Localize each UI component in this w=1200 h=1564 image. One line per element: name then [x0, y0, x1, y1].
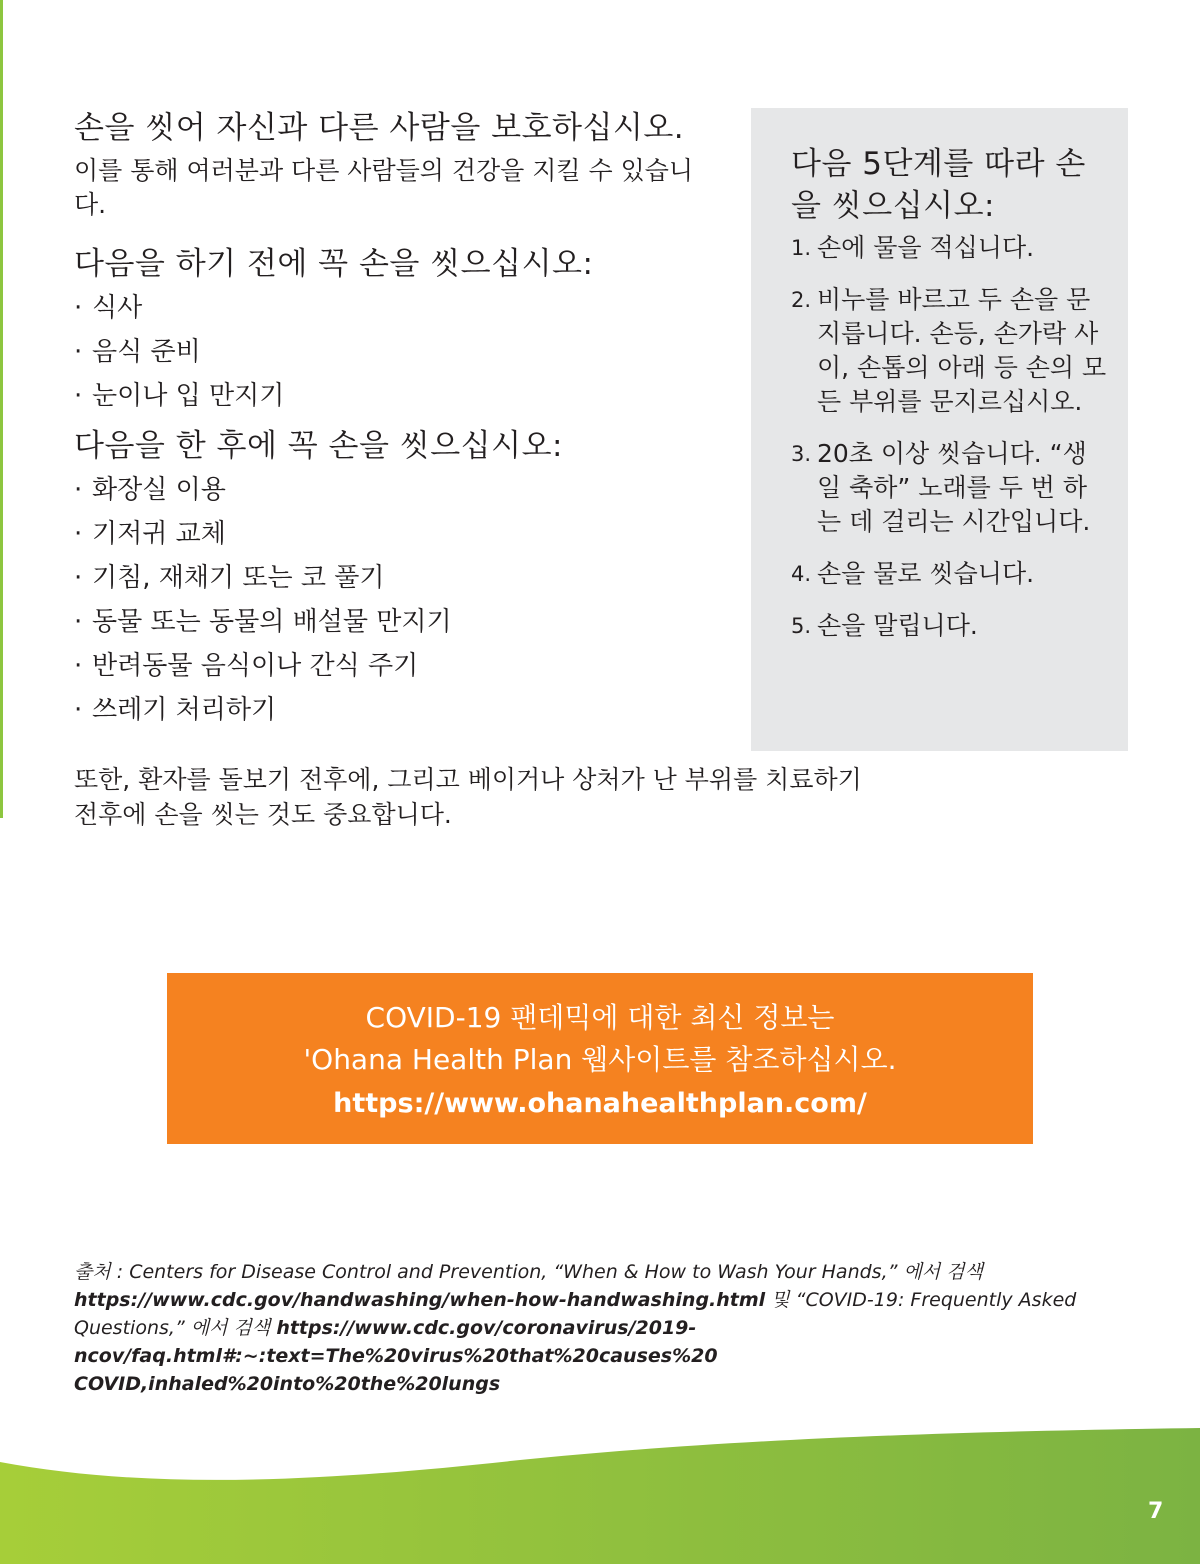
- green-wave-footer: [0, 1420, 1200, 1564]
- list-item: · 화장실 이용: [74, 468, 734, 512]
- list-item: · 식사: [74, 286, 734, 330]
- page-title: 손을 씻어 자신과 다른 사람을 보호하십시오.: [74, 110, 685, 146]
- step-text: 비누를 바르고 두 손을 문지릅니다. 손등, 손가락 사이, 손톱의 아래 등 손의 모든 부위를 문지르십시오.: [817, 285, 1107, 416]
- step-number: 4.: [791, 562, 812, 586]
- source-middle: 및 “COVID-19: Frequently Asked Questions,” 에서 검색: [74, 1289, 1077, 1339]
- step-number: 2.: [791, 288, 812, 312]
- step-number: 5.: [791, 614, 812, 638]
- list-item: · 눈이나 입 만지기: [74, 374, 734, 418]
- intro-text: 이를 통해 여러분과 다른 사람들의 건강을 지킬 수 있습니다.: [74, 156, 694, 219]
- additional-note: 또한, 환자를 돌보기 전후에, 그리고 베이거나 상처가 난 부위를 치료하기 전후에 손을 씻는 것도 중요합니다.: [74, 765, 862, 829]
- step-text: 손을 물로 씻습니다.: [817, 559, 1035, 588]
- list-item: · 반려동물 음식이나 간식 주기: [74, 644, 734, 688]
- before-list: [74, 286, 734, 418]
- left-accent-rule: [0, 0, 3, 818]
- step-item: [791, 437, 1108, 539]
- list-item: · 기침, 재채기 또는 코 풀기: [74, 556, 734, 600]
- list-item: · 음식 준비: [74, 330, 734, 374]
- banner-url-link[interactable]: https://www.ohanahealthplan.com/: [333, 1088, 867, 1119]
- step-item: [791, 609, 1108, 643]
- step-item: [791, 557, 1108, 591]
- step-item: [791, 283, 1108, 419]
- step-text: 손에 물을 적십니다.: [817, 233, 1035, 262]
- step-item: [791, 231, 1108, 265]
- list-item: · 기저귀 교체: [74, 512, 734, 556]
- banner-line-2: 'Ohana Health Plan 웹사이트를 참조하십시오.: [303, 1043, 897, 1076]
- before-heading: 다음을 하기 전에 꼭 손을 씻으십시오:: [74, 246, 594, 282]
- steps-list: [791, 231, 1108, 643]
- main-content: [74, 106, 734, 732]
- list-item: · 동물 또는 동물의 배설물 만지기: [74, 600, 734, 644]
- list-item: · 쓰레기 처리하기: [74, 688, 734, 732]
- step-number: 3.: [791, 442, 812, 466]
- banner-line-1: COVID-19 팬데믹에 대한 최신 정보는: [365, 1001, 835, 1034]
- after-list: [74, 468, 734, 732]
- steps-heading: 다음 5단계를 따라 손을 씻으십시오:: [791, 146, 1086, 224]
- after-heading: 다음을 한 후에 꼭 손을 씻으십시오:: [74, 428, 563, 464]
- step-number: 1.: [791, 236, 812, 260]
- step-text: 손을 말립니다.: [817, 611, 978, 640]
- steps-panel: [751, 108, 1128, 751]
- step-text: 20초 이상 씻습니다. “생일 축하” 노래를 두 번 하는 데 걸리는 시간입니다.: [817, 439, 1091, 536]
- source-citation: [74, 1258, 1114, 1398]
- source-url-1[interactable]: https://www.cdc.gov/handwashing/when-how-handwashing.html: [74, 1289, 766, 1311]
- source-prefix: 출처 : Centers for Disease Control and Prevention, “When & How to Wash Your Hands,” 에서 검색: [74, 1261, 983, 1283]
- page-number: 7: [1148, 1499, 1164, 1524]
- source-url-2[interactable]: https://www.cdc.gov/coronavirus/2019-ncov/faq.html#:~:text=The%20virus%20that%20causes%20 COVID,inhaled%20into%20the%20lungs: [74, 1317, 718, 1395]
- covid-info-banner: [167, 973, 1033, 1144]
